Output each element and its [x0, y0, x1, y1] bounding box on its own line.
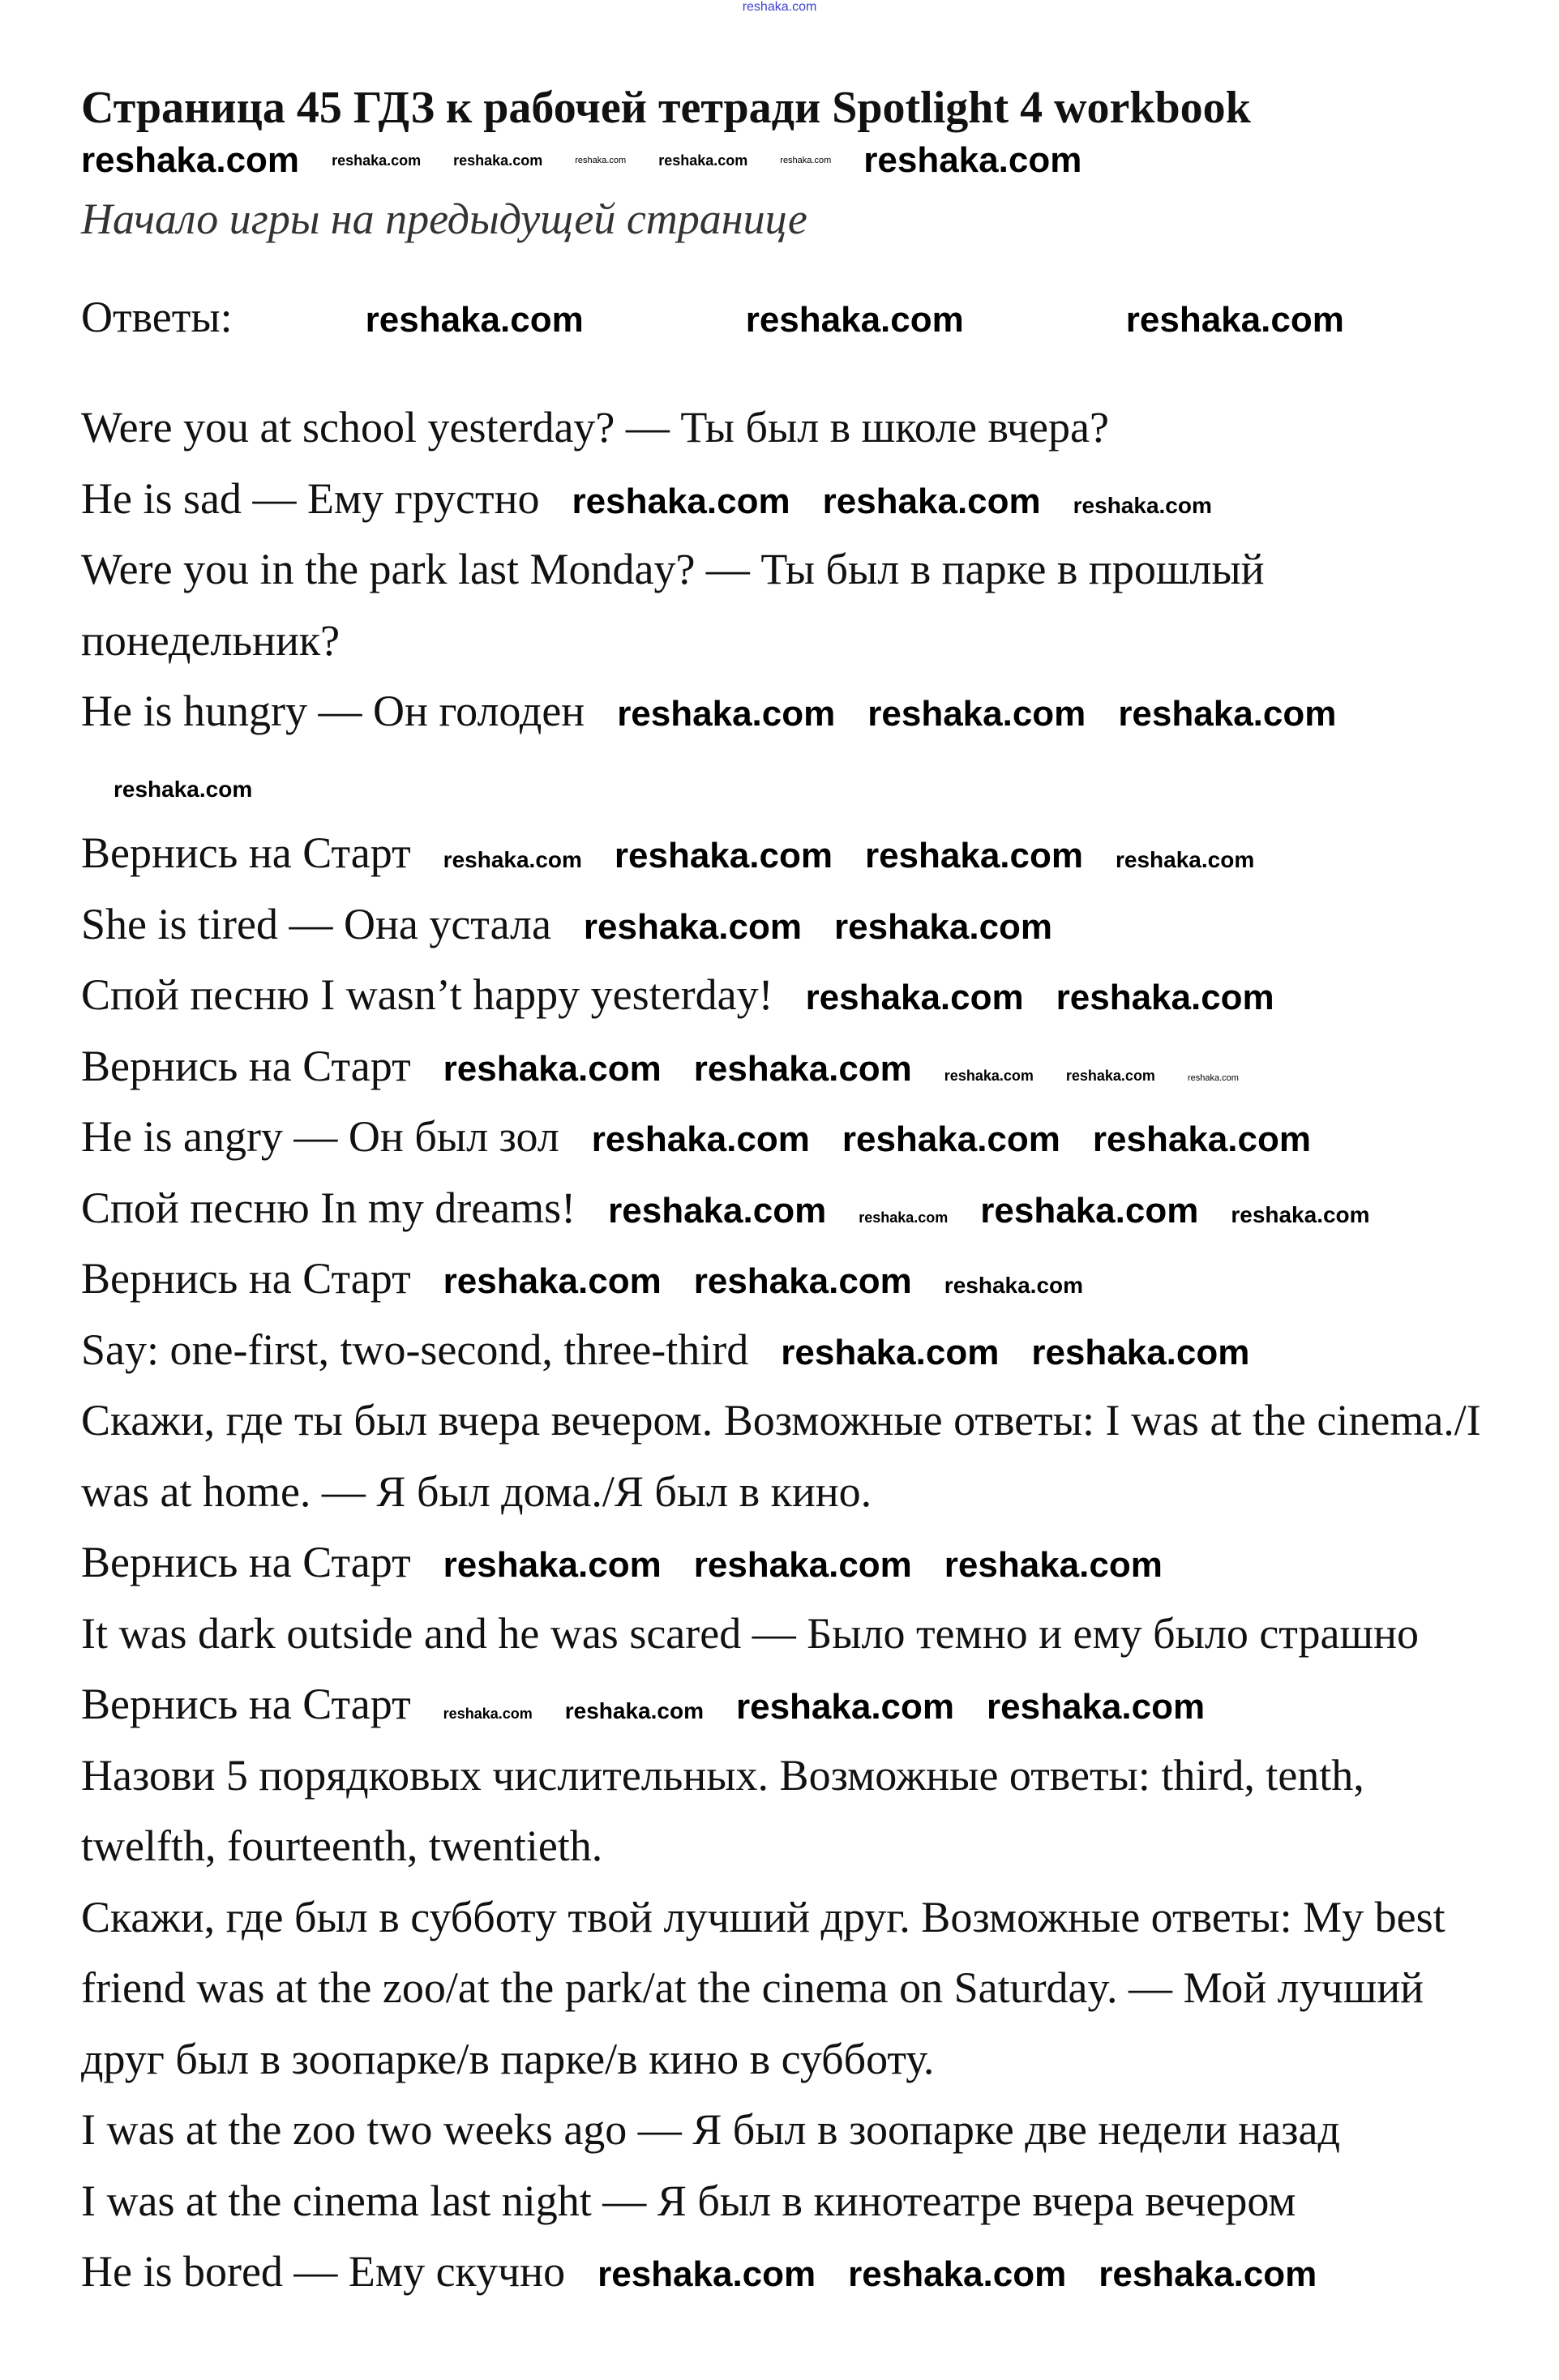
watermark-text: reshaka.com [944, 1545, 1163, 1585]
watermark-text: reshaka.com [443, 1261, 662, 1301]
watermark-text: reshaka.com [583, 906, 802, 947]
watermark-text: reshaka.com [575, 155, 627, 165]
watermark-text: reshaka.com [443, 847, 582, 872]
answer-text: Were you at school yesterday? — Ты был в школе вчера? [81, 403, 1109, 452]
answer-line [81, 1244, 1500, 1315]
answer-line [81, 1740, 1500, 1882]
watermark-text: reshaka.com [81, 140, 300, 181]
watermark-text: reshaka.com [944, 1273, 1084, 1298]
title-watermark-row [81, 138, 1524, 186]
answer-line [81, 1882, 1500, 2095]
answer-line [81, 2166, 1500, 2237]
watermark-text: reshaka.com [1099, 2254, 1317, 2294]
watermark-text: reshaka.com [1056, 978, 1274, 1017]
watermark-text: reshaka.com [1065, 1067, 1155, 1084]
watermark-text: reshaka.com [805, 978, 1024, 1017]
watermark-text: reshaka.com [608, 1190, 827, 1231]
watermark-text: reshaka.com [365, 300, 584, 340]
watermark-text: reshaka.com [780, 155, 832, 165]
watermark-text: reshaka.com [443, 1048, 662, 1089]
watermark-text: reshaka.com [745, 300, 964, 340]
watermark-text: reshaka.com [453, 152, 543, 169]
answer-text: Were you in the park last Monday? — Ты был в парке в прошлый понедельник? [81, 545, 1265, 665]
watermark-text: reshaka.com [987, 1687, 1206, 1727]
watermark-text: reshaka.com [658, 152, 748, 169]
watermark-text: reshaka.com [113, 776, 253, 802]
answer-text: Спой песню In my dreams! [81, 1183, 576, 1232]
answer-text: Вернись на Старт [81, 828, 411, 877]
watermark-text: reshaka.com [617, 694, 836, 734]
watermark-text: reshaka.com [597, 2254, 816, 2294]
answer-text: He is hungry — Он голоден [81, 687, 585, 735]
answer-line [81, 818, 1500, 889]
answer-line [81, 1031, 1500, 1102]
answers-label-row [81, 289, 1524, 357]
answer-text: I was at the zoo two weeks ago — Я был в зоопарке две недели назад [81, 2105, 1340, 2154]
answer-text: Скажи, где был в субботу твой лучший друг. Возможные ответы: My best friend was at the zoo/at the park/at the cinema on Saturday. — Мой лучший друг был в зоопарке/в парке/в кино в субботу. [81, 1892, 1446, 2083]
answer-text: Скажи, где ты был вчера вечером. Возможные ответы: I was at the cinema./I was at home. — Я был дома./Я был в кино. [81, 1396, 1481, 1516]
watermark-text: reshaka.com [859, 1209, 949, 1226]
answer-line [81, 1527, 1500, 1599]
watermark-text: reshaka.com [693, 1545, 912, 1585]
site-watermark-top: reshaka.com [742, 0, 817, 14]
watermark-text: reshaka.com [822, 481, 1041, 521]
answer-text: Вернись на Старт [81, 1680, 411, 1728]
answer-text: He is angry — Он был зол [81, 1112, 559, 1161]
subtitle: Начало игры на предыдущей странице [81, 195, 807, 243]
answer-line [81, 960, 1500, 1031]
answer-text: He is sad — Ему грустно [81, 473, 540, 523]
answer-line [81, 464, 1500, 535]
watermark-text: reshaka.com [564, 1698, 704, 1723]
answer-line [81, 1599, 1500, 1670]
watermark-text: reshaka.com [1231, 1201, 1370, 1227]
answer-line [81, 1102, 1500, 1173]
answer-line [81, 392, 1500, 464]
answer-text: Вернись на Старт [81, 1041, 411, 1090]
watermark-text: reshaka.com [867, 694, 1086, 734]
watermark-text: reshaka.com [781, 1332, 1000, 1372]
answer-text: Вернись на Старт [81, 1254, 411, 1303]
answer-text: Назови 5 порядковых числительных. Возможные ответы: third, tenth, twelfth, fourteenth, twentieth. [81, 1750, 1364, 1870]
answer-text: I was at the cinema last night — Я был в кинотеатре вчера вечером [81, 2176, 1296, 2225]
answer-text: He is bored — Ему скучно [81, 2247, 566, 2296]
watermark-text: reshaka.com [1118, 694, 1337, 734]
page-title: Страница 45 ГДЗ к рабочей тетради Spotlight 4 workbook [81, 83, 1251, 133]
watermark-text: reshaka.com [833, 906, 1053, 947]
watermark-text: reshaka.com [332, 152, 422, 169]
answer-line [81, 534, 1500, 676]
answers-list [81, 392, 1500, 2308]
watermark-text: reshaka.com [1116, 847, 1255, 872]
watermark-text: reshaka.com [1125, 300, 1344, 340]
answer-text: She is tired — Она устала [81, 899, 551, 948]
answer-line [81, 1315, 1500, 1386]
answer-text: Спой песню I wasn’t happy yesterday! [81, 970, 773, 1019]
answer-line [81, 1669, 1500, 1740]
watermark-text: reshaka.com [591, 1119, 810, 1159]
answer-line [81, 676, 1500, 818]
watermark-text: reshaka.com [443, 1706, 533, 1722]
answer-line [81, 1385, 1500, 1527]
watermark-text: reshaka.com [848, 2254, 1067, 2294]
watermark-text: reshaka.com [1073, 492, 1212, 518]
watermark-text: reshaka.com [842, 1119, 1060, 1159]
answer-text: Вернись на Старт [81, 1538, 411, 1586]
watermark-text: reshaka.com [693, 1261, 912, 1301]
watermark-text: reshaka.com [614, 836, 833, 875]
watermark-text: reshaka.com [1031, 1332, 1250, 1372]
watermark-text: reshaka.com [863, 140, 1082, 181]
watermark-text: reshaka.com [693, 1048, 912, 1089]
watermark-text: reshaka.com [735, 1687, 955, 1727]
answer-text: Say: one-first, two-second, three-third [81, 1325, 749, 1374]
watermark-text: reshaka.com [864, 836, 1084, 875]
answer-text: It was dark outside and he was scared — Было темно и ему было страшно [81, 1608, 1420, 1658]
answers-label: Ответы: [81, 293, 233, 341]
answer-line [81, 2237, 1500, 2308]
watermark-text: reshaka.com [1187, 1072, 1239, 1083]
watermark-text: reshaka.com [980, 1190, 1199, 1231]
watermark-text: reshaka.com [443, 1545, 662, 1585]
watermark-text: reshaka.com [1092, 1119, 1311, 1159]
answer-line [81, 2095, 1500, 2166]
answer-line [81, 889, 1500, 961]
watermark-text: reshaka.com [572, 481, 790, 521]
answer-line [81, 1173, 1500, 1244]
watermark-text: reshaka.com [944, 1067, 1034, 1084]
